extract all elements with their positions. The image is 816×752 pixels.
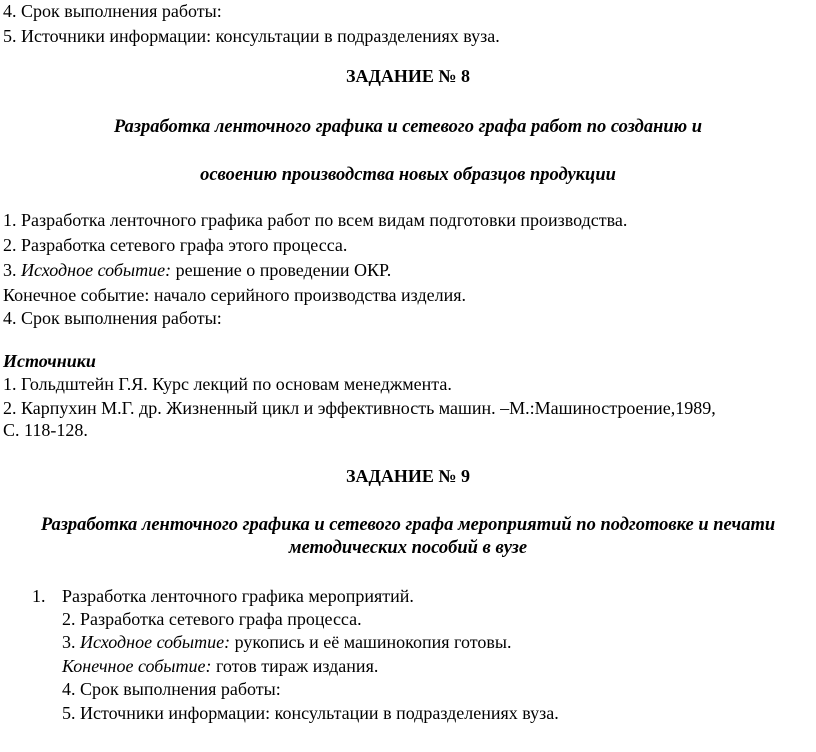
task9-item-4 <box>62 656 378 677</box>
task8-item-3 <box>3 260 391 281</box>
task9-item-1 <box>32 586 414 607</box>
intro-line-2: 5. Источники информации: консультации в подразделениях вуза. <box>3 26 500 46</box>
task8-item-3-number: 3. <box>3 260 21 280</box>
task8-title-line2: освоению производства новых образцов продукции <box>200 165 616 185</box>
task9-item-6: 5. Источники информации: консультации в подразделениях вуза. <box>62 703 559 723</box>
task8-item-3-text: решение о проведении ОКР. <box>171 260 392 280</box>
task9-item-1-list-number: 1. <box>32 586 46 606</box>
task8-title-line1: Разработка ленточного графика и сетевого графа работ по созданию и <box>113 117 703 137</box>
task8-item-1: 1. Разработка ленточного графика работ по всем видам подготовки производства. <box>3 210 628 230</box>
source-item-2-continuation: С. 118-128. <box>3 420 88 440</box>
task8-item-5: 4. Срок выполнения работы: <box>3 308 222 328</box>
task8-item-3-italic-phrase: Исходное событие: <box>21 260 172 280</box>
task9-item-5: 4. Срок выполнения работы: <box>62 679 281 699</box>
task8-item-2: 2. Разработка сетевого графа этого процесса. <box>3 235 348 255</box>
task8-header: ЗАДАНИЕ № 8 <box>346 66 470 86</box>
source-item-2: 2. Карпухин М.Г. др. Жизненный цикл и эффективность машин. –М.:Машиностроение,1989, <box>3 398 716 418</box>
task9-item-2: 2. Разработка сетевого графа процесса. <box>62 609 362 629</box>
task8-item-4: Конечное событие: начало серийного производства изделия. <box>3 285 466 305</box>
task9-header: ЗАДАНИЕ № 9 <box>346 466 470 486</box>
task9-item-1-text: Разработка ленточного графика мероприятий. <box>62 586 414 606</box>
task9-item-3-italic-phrase: Исходное событие: <box>80 632 231 652</box>
source-item-1: 1. Гольдштейн Г.Я. Курс лекций по основам менеджмента. <box>3 374 452 394</box>
task9-title-line1: Разработка ленточного графика и сетевого графа мероприятий по подготовке и печати <box>40 515 776 535</box>
task9-item-3-text: рукопись и её машинокопия готовы. <box>230 632 512 652</box>
task9-item-3-number: 3. <box>62 632 80 652</box>
sources-header: Источники <box>3 351 96 371</box>
task9-item-4-text: готов тираж издания. <box>211 656 379 676</box>
intro-line-1: 4. Срок выполнения работы: <box>3 1 222 21</box>
task9-title-line2: методических пособий в вузе <box>288 538 528 558</box>
task9-item-4-italic-phrase: Конечное событие: <box>62 656 212 676</box>
task9-item-3 <box>62 632 511 653</box>
